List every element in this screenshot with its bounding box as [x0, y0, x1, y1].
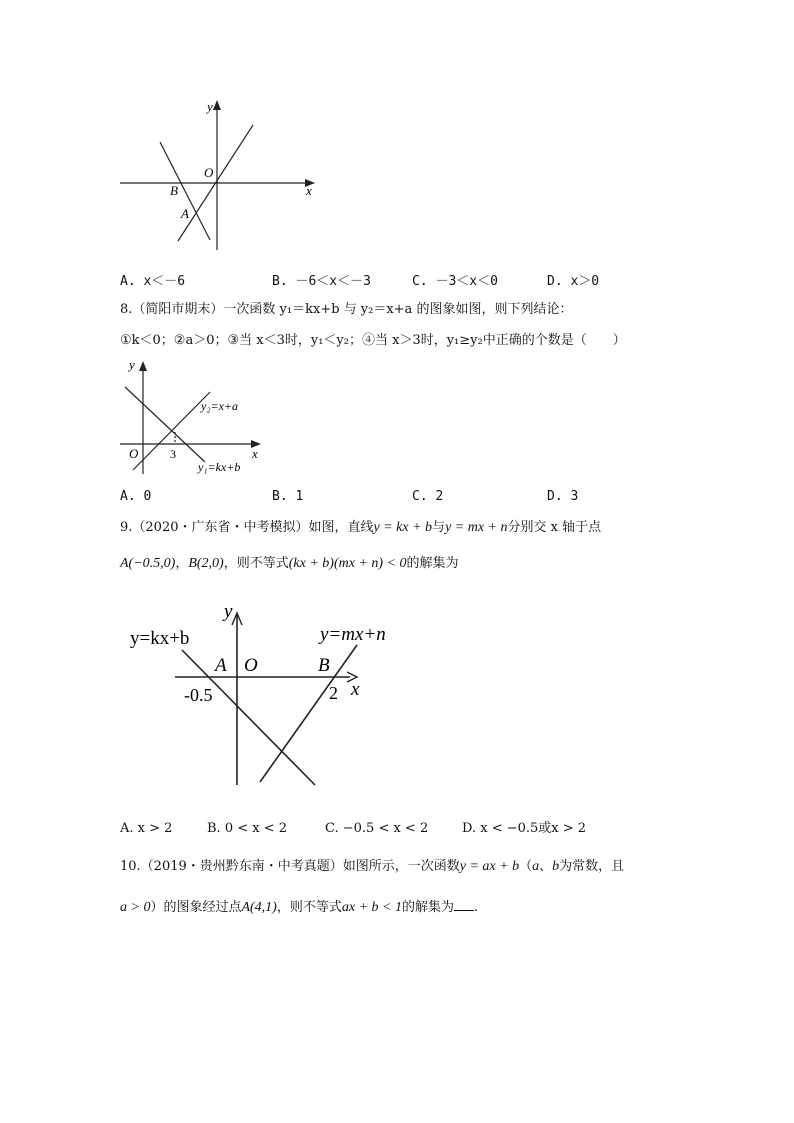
- q10-answer-blank: [454, 898, 474, 911]
- fig7-origin-label: O: [204, 165, 214, 180]
- q8-stem-line2: ①k＜0；②a＞0；③当 x＜3时，y₁＜y₂；④当 x＞3时，y₁≥y₂中正确的个数是（ ）: [120, 333, 626, 348]
- q9-suffix: 分别交 x 轴于点: [507, 520, 602, 535]
- q9-inequality: (kx + b)(mx + n) < 0: [288, 556, 407, 571]
- q7-option-c: C. －3＜x＜0: [412, 274, 498, 289]
- q9-then: ，则不等式: [223, 556, 289, 571]
- q9-point-a: A(−0.5,0): [120, 556, 176, 571]
- q10-sep: 、: [539, 859, 553, 874]
- q9-end: 的解集为: [406, 556, 459, 571]
- q10-stem-line1: [120, 858, 624, 876]
- q10-b: b: [552, 859, 560, 874]
- q10-line2a: ）的图象经过点: [150, 900, 242, 915]
- q9-option-d: D. x < −0.5或x > 2: [462, 821, 587, 836]
- q9-figure: [120, 595, 400, 795]
- q10-prefix: 10.（2019・贵州黔东南・中考真题）如图所示，一次函数: [120, 859, 460, 874]
- fig9-tick-neg05: -0.5: [184, 685, 213, 705]
- q9-stem-line1: [120, 519, 601, 537]
- q9-point-b: B(2,0): [188, 556, 224, 571]
- fig9-line1-label: y=kx+b: [130, 628, 190, 649]
- fig7-point-b-label: B: [170, 183, 178, 198]
- q7-option-b: B. －6＜x＜－3: [272, 274, 371, 289]
- fig8-y-label: y: [129, 357, 135, 372]
- q10-line2c: 的解集为: [401, 900, 454, 915]
- fig7-point-a-label: A: [181, 206, 189, 221]
- fig8-tick-3: 3: [170, 447, 176, 461]
- q10-stem-line2: [120, 898, 478, 917]
- q9-eq2: y = mx + n: [445, 520, 508, 535]
- fig9-point-a-label: A: [215, 655, 227, 676]
- q8-figure: [115, 352, 275, 477]
- fig8-y2-label: y₂=x+a: [201, 399, 239, 413]
- q9-option-b: B. 0 < x < 2: [207, 821, 288, 836]
- fig7-y-label: y: [207, 99, 213, 114]
- fig9-x-label: x: [351, 679, 360, 700]
- q10-a: a: [532, 859, 540, 874]
- q9-option-c: C. −0.5 < x < 2: [325, 821, 429, 836]
- q7-option-a: A. x＜－6: [120, 274, 186, 289]
- q10-line2b: ，则不等式: [276, 900, 342, 915]
- q10-eq: y = ax + b: [459, 859, 520, 874]
- q7-option-d: D. x＞0: [547, 274, 600, 289]
- q8-option-c: C. 2: [412, 489, 444, 504]
- fig9-origin-label: O: [244, 655, 258, 676]
- q9-prefix: 9.（2020・广东省・中考模拟）如图，直线: [120, 520, 374, 535]
- fig9-line2-label: y=mx+n: [320, 624, 386, 645]
- fig7-x-label: x: [306, 183, 312, 198]
- q9-option-a: A. x > 2: [120, 821, 173, 836]
- q8-stem-line1: 8.（简阳市期末）一次函数 y₁＝kx+b 与 y₂＝x+a 的图象如图，则下列结论：: [120, 302, 573, 317]
- q10-cond: a > 0: [120, 900, 151, 915]
- q10-point: A(4,1): [241, 900, 277, 915]
- q9-stem-line2: [120, 555, 459, 573]
- q9-mid: 与: [432, 520, 446, 535]
- q10-inequality: ax + b < 1: [341, 900, 402, 915]
- q10-paren: （: [519, 859, 533, 874]
- q7-figure: [110, 95, 330, 255]
- q10-end: .: [474, 900, 479, 915]
- fig9-point-b-label: B: [318, 655, 330, 676]
- fig8-x-label: x: [252, 446, 258, 461]
- fig8-origin-label: O: [129, 446, 139, 461]
- q10-rest: 为常数，且: [559, 859, 625, 874]
- fig9-tick-2: 2: [329, 683, 338, 703]
- fig8-y1-label: y₁=kx+b: [198, 460, 241, 474]
- q8-option-a: A. 0: [120, 489, 152, 504]
- q8-option-d: D. 3: [547, 489, 579, 504]
- q9-eq1: y = kx + b: [373, 520, 433, 535]
- q8-option-b: B. 1: [272, 489, 304, 504]
- q9-comma: ，: [175, 556, 189, 571]
- fig9-y-label: y: [224, 601, 233, 622]
